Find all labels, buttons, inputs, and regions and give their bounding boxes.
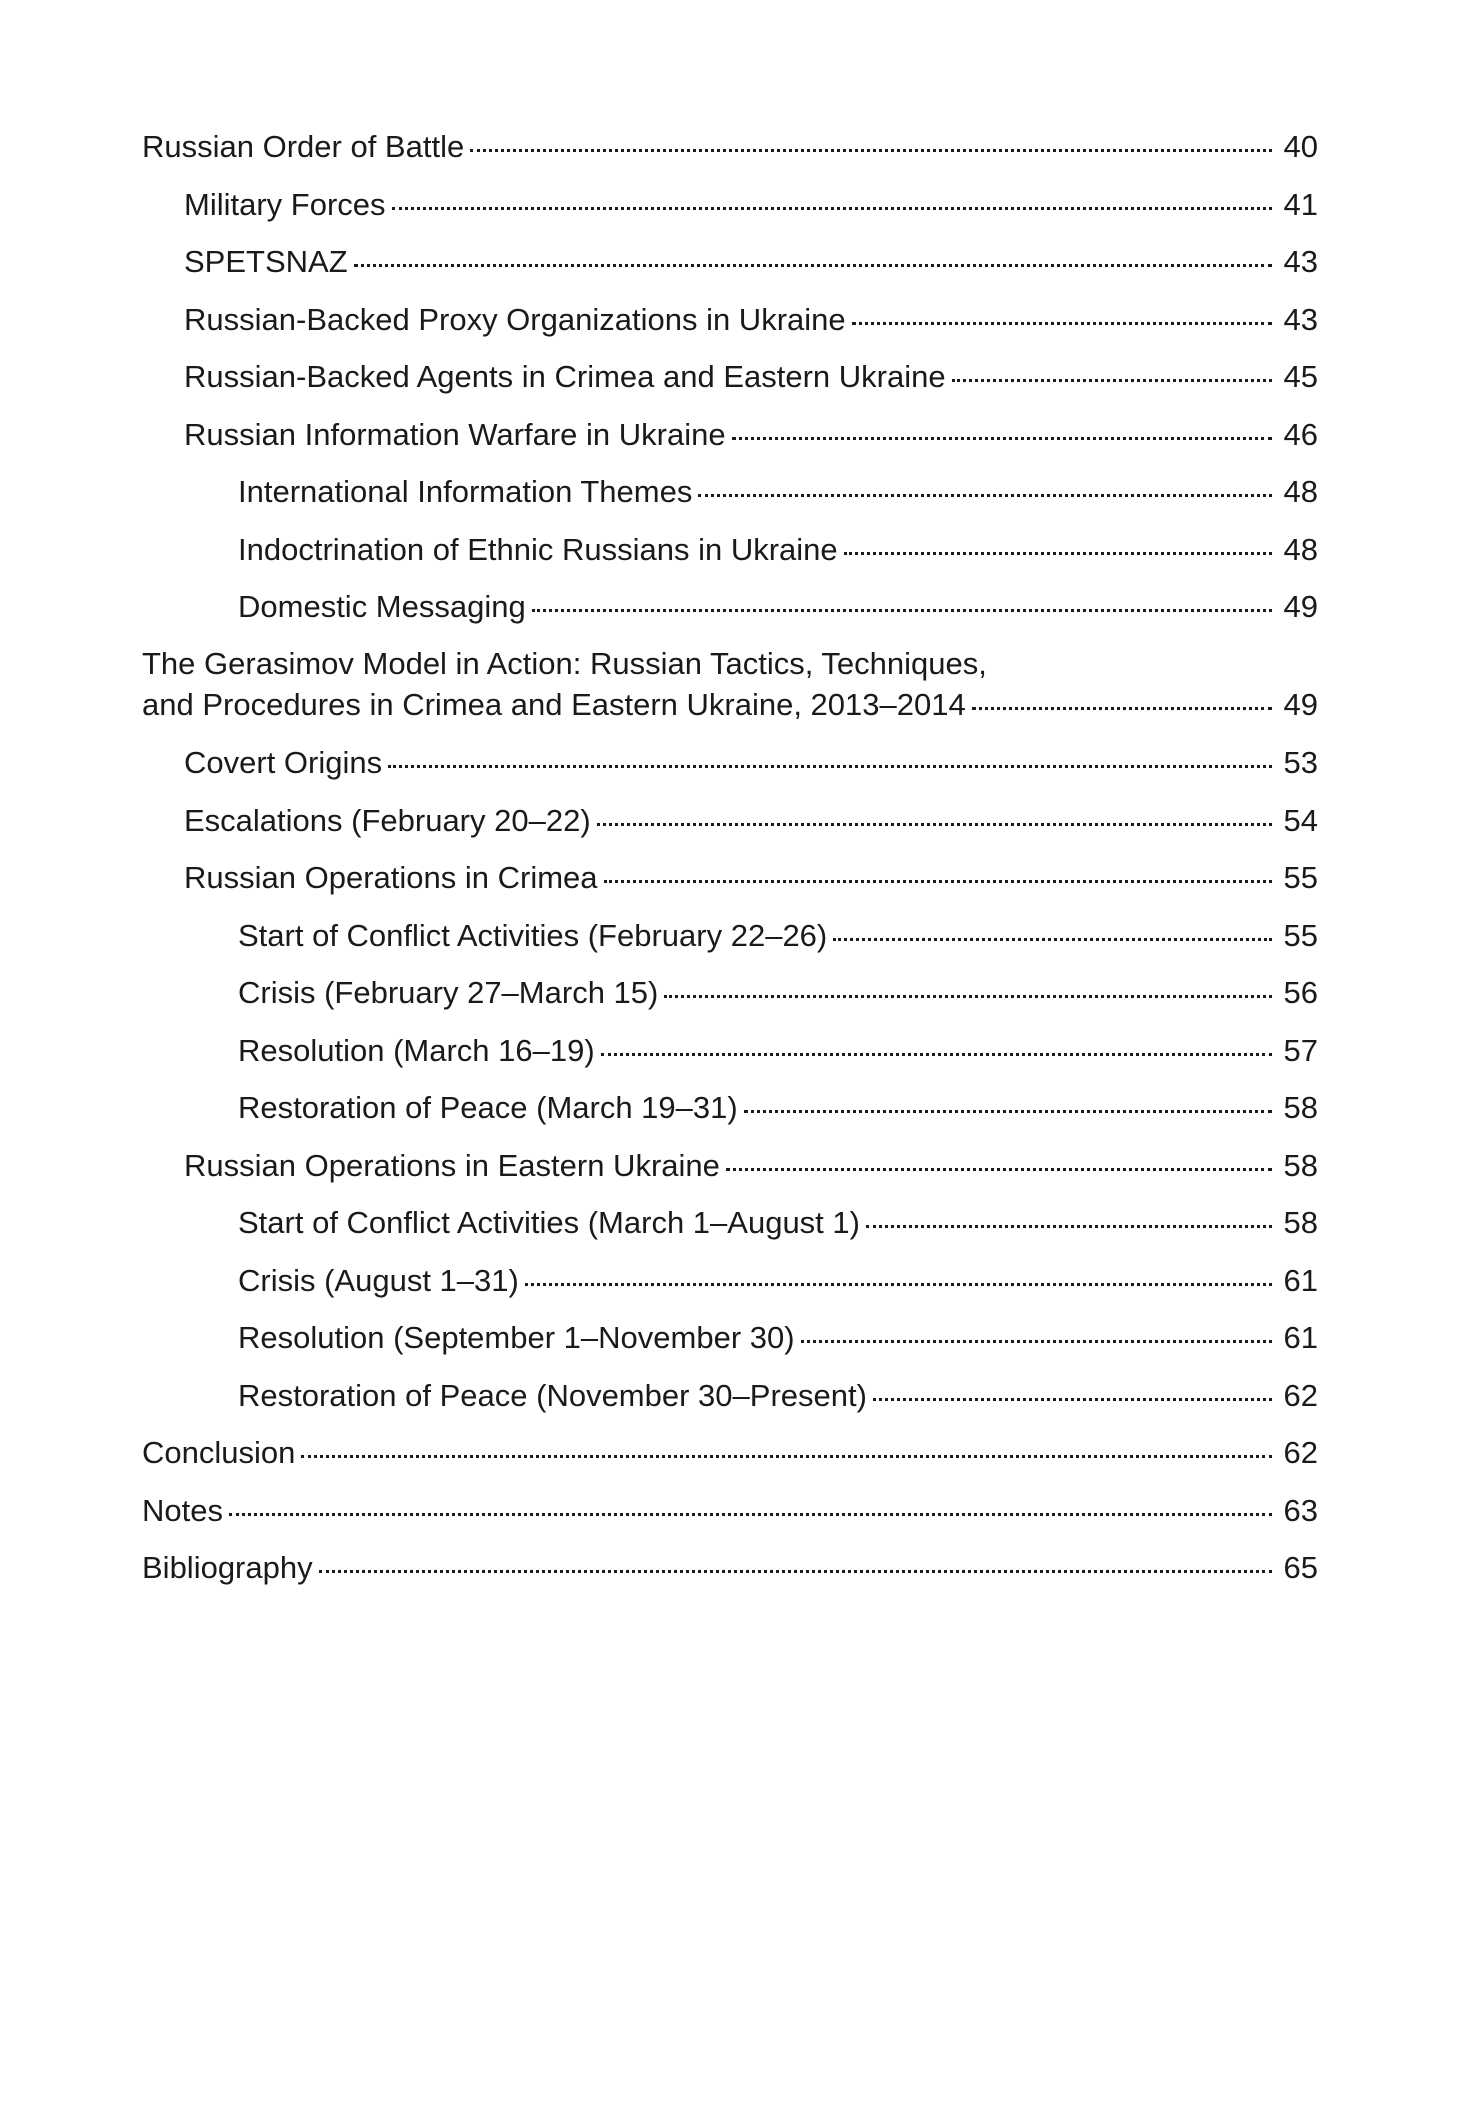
- toc-entry-eastern-restoration[interactable]: [142, 1375, 1318, 1415]
- dot-leader: [732, 414, 1272, 445]
- dot-leader: [532, 586, 1272, 617]
- dot-leader: [844, 529, 1272, 560]
- dot-leader: [873, 1375, 1272, 1406]
- dot-leader: [698, 471, 1272, 502]
- toc-entry-crimea-resolution[interactable]: [142, 1030, 1318, 1070]
- toc-entry-title: Notes: [142, 1492, 223, 1528]
- toc-entry-title: Escalations (February 20–22): [184, 802, 591, 838]
- dot-leader: [319, 1547, 1272, 1578]
- toc-entry-title: Domestic Messaging: [238, 589, 526, 624]
- toc-entry-russian-order-of-battle[interactable]: [142, 126, 1318, 166]
- toc-entry-page: 56: [1283, 975, 1318, 1010]
- dot-leader: [392, 184, 1272, 215]
- dot-leader: [604, 857, 1272, 888]
- toc-entry-backed-agents[interactable]: [142, 356, 1318, 396]
- toc-entry-page: 58: [1283, 1205, 1318, 1240]
- toc-entry-title-line2: and Procedures in Crimea and Eastern Ukraine, 2013–2014: [142, 686, 966, 722]
- toc-entry-crimea-crisis[interactable]: [142, 972, 1318, 1012]
- toc-entry-eastern-crisis[interactable]: [142, 1260, 1318, 1300]
- dot-leader: [726, 1145, 1272, 1176]
- toc-entry-page: 43: [1283, 301, 1318, 337]
- toc-entry-domestic-messaging[interactable]: [142, 586, 1318, 626]
- toc-entry-title: Russian-Backed Proxy Organizations in Ukraine: [184, 301, 846, 337]
- dot-leader: [354, 241, 1272, 272]
- toc-entry-title: Crisis (February 27–March 15): [238, 975, 659, 1010]
- toc-entry-title: Crisis (August 1–31): [238, 1262, 519, 1298]
- toc-entry-title: Start of Conflict Activities (March 1–August 1): [238, 1205, 860, 1240]
- dot-leader: [601, 1030, 1272, 1061]
- toc-entry-eastern-resolution[interactable]: [142, 1317, 1318, 1357]
- dot-leader: [470, 126, 1272, 157]
- toc-entry-covert-origins[interactable]: [142, 742, 1318, 782]
- dot-leader: [852, 299, 1272, 330]
- toc-entry-title: Start of Conflict Activities (February 22–26): [238, 917, 828, 953]
- toc-entry-title-line2-row: [142, 684, 1318, 725]
- toc-entry-page: 61: [1283, 1262, 1318, 1298]
- toc-entry-page: 61: [1283, 1320, 1318, 1355]
- toc-entry-eastern-start[interactable]: [142, 1202, 1318, 1242]
- dot-leader: [301, 1432, 1272, 1463]
- dot-leader: [388, 742, 1272, 773]
- table-of-contents: [142, 126, 1318, 1605]
- toc-entry-title: International Information Themes: [238, 474, 693, 509]
- toc-entry-page: 65: [1283, 1550, 1318, 1585]
- toc-entry-operations-crimea[interactable]: [142, 857, 1318, 897]
- toc-entry-page: 54: [1283, 802, 1318, 838]
- toc-entry-information-warfare[interactable]: [142, 414, 1318, 454]
- toc-entry-title: Russian Operations in Eastern Ukraine: [184, 1147, 720, 1183]
- toc-entry-page: 63: [1283, 1492, 1318, 1528]
- toc-entry-title: Restoration of Peace (November 30–Present): [238, 1377, 867, 1413]
- toc-entry-page: 55: [1283, 917, 1318, 953]
- dot-leader: [866, 1202, 1272, 1233]
- toc-entry-page: 55: [1283, 860, 1318, 895]
- toc-entry-page: 58: [1283, 1090, 1318, 1125]
- toc-entry-conclusion[interactable]: [142, 1432, 1318, 1472]
- toc-entry-title: Russian Operations in Crimea: [184, 860, 598, 895]
- toc-entry-page: 58: [1283, 1147, 1318, 1183]
- toc-entry-title: Russian-Backed Agents in Crimea and Eastern Ukraine: [184, 359, 946, 394]
- toc-entry-proxy-organizations[interactable]: [142, 299, 1318, 339]
- toc-entry-spetsnaz[interactable]: [142, 241, 1318, 281]
- toc-entry-gerasimov-model[interactable]: [142, 644, 1318, 725]
- toc-entry-title: Restoration of Peace (March 19–31): [238, 1090, 738, 1125]
- toc-entry-page: 41: [1283, 186, 1318, 222]
- toc-entry-indoctrination[interactable]: [142, 529, 1318, 569]
- toc-entry-page: 49: [1283, 589, 1318, 624]
- toc-entry-title-line1: The Gerasimov Model in Action: Russian Tactics, Techniques,: [142, 645, 987, 681]
- toc-entry-page: 48: [1283, 474, 1318, 509]
- toc-entry-title: Russian Order of Battle: [142, 129, 465, 164]
- dot-leader: [744, 1087, 1272, 1118]
- toc-entry-page: 43: [1283, 244, 1318, 279]
- dot-leader: [229, 1490, 1272, 1521]
- toc-entry-page: 49: [1283, 686, 1318, 722]
- toc-entry-page: 62: [1283, 1377, 1318, 1413]
- toc-entry-title: Resolution (September 1–November 30): [238, 1320, 795, 1355]
- dot-leader: [801, 1317, 1272, 1348]
- toc-entry-page: 53: [1283, 745, 1318, 780]
- toc-entry-title: Resolution (March 16–19): [238, 1032, 595, 1068]
- toc-entry-title: Indoctrination of Ethnic Russians in Ukraine: [238, 531, 838, 567]
- dot-leader: [952, 356, 1272, 387]
- toc-entry-page: 40: [1283, 129, 1318, 164]
- toc-entry-crimea-start[interactable]: [142, 915, 1318, 955]
- toc-entry-operations-eastern-ukraine[interactable]: [142, 1145, 1318, 1185]
- dot-leader: [664, 972, 1272, 1003]
- toc-entry-bibliography[interactable]: [142, 1547, 1318, 1587]
- toc-entry-page: 57: [1283, 1032, 1318, 1068]
- dot-leader: [525, 1260, 1272, 1291]
- toc-entry-title: Conclusion: [142, 1435, 296, 1470]
- toc-entry-international-themes[interactable]: [142, 471, 1318, 511]
- toc-entry-military-forces[interactable]: [142, 184, 1318, 224]
- toc-entry-escalations[interactable]: [142, 800, 1318, 840]
- toc-entry-title: SPETSNAZ: [184, 244, 348, 279]
- toc-entry-title: Military Forces: [184, 186, 386, 222]
- toc-entry-page: 46: [1283, 416, 1318, 452]
- toc-entry-page: 45: [1283, 359, 1318, 394]
- dot-leader: [833, 915, 1272, 946]
- dot-leader: [972, 684, 1272, 715]
- dot-leader: [597, 800, 1272, 831]
- toc-entry-title: Bibliography: [142, 1550, 313, 1585]
- toc-entry-title: Covert Origins: [184, 745, 383, 780]
- toc-entry-page: 62: [1283, 1435, 1318, 1470]
- toc-entry-page: 48: [1283, 531, 1318, 567]
- toc-entry-notes[interactable]: [142, 1490, 1318, 1530]
- toc-entry-crimea-restoration[interactable]: [142, 1087, 1318, 1127]
- toc-entry-title: Russian Information Warfare in Ukraine: [184, 416, 726, 452]
